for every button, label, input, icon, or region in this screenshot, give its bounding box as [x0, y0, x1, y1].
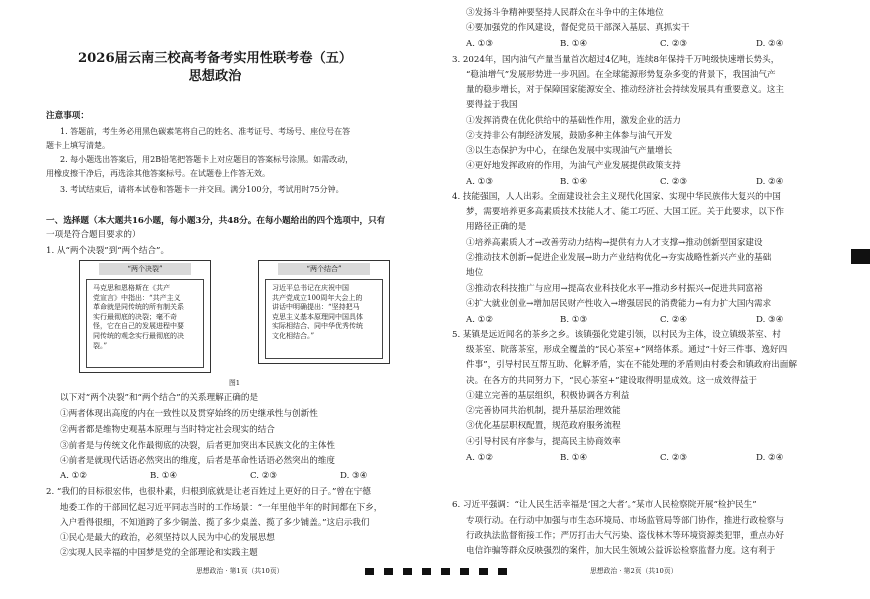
q5-line: 级茶室、院落茶室，形成全覆盖的“民心茶室+”网络体系。通过“十好三件事、逸好四 — [466, 345, 788, 355]
q3-line: “稳油增气”发展形势进一步巩固。在全球能源形势复杂多变的背景下，我国油气产 — [466, 70, 776, 80]
footer-page-1: 思想政治 · 第1页（共10页） — [196, 567, 284, 575]
q1-option: ③前者是与传统文化作最彻底的决裂，后者更加突出本民族文化的主体性 — [60, 441, 336, 451]
card-text-line: 马克思和恩格斯在《共产 — [93, 284, 170, 292]
notice-line: 题卡上填写清楚。 — [46, 141, 110, 150]
q3-answer-c: C. ②③ — [660, 177, 688, 187]
q4-answer-d: D. ③④ — [756, 315, 784, 325]
q2-option: ②实现人民幸福的中国梦是党的全部理论和实践主题 — [60, 548, 258, 558]
q2-answer-c: C. ②③ — [660, 39, 688, 49]
q5-option: ①建立完善的基层组织，积极协调各方利益 — [466, 391, 630, 401]
notice-line: 2. 每小题选出答案后，用2B铅笔把答题卡上对应题目的答案标号涂黑。如需改动， — [60, 155, 354, 164]
card-text-line: 实行最彻底的决裂；毫不奇 — [93, 312, 177, 321]
q1-answer-d: D. ③④ — [340, 471, 368, 481]
card-text-line: 怪，它在自己的发展进程中要 — [93, 322, 184, 331]
left-page — [0, 0, 430, 599]
card-text-line: 克思主义基本原理同中国具体 — [272, 312, 363, 321]
print-marker — [384, 568, 393, 575]
print-marker — [422, 568, 431, 575]
q5-option: ④引导村民有序参与，提高民主协商效率 — [466, 437, 621, 447]
q3-answer-a: A. ①③ — [466, 177, 494, 187]
q2-line: 入户看得很细，不知道跨了多少铜盖、揽了多少桌盖、揽了多少铺盖。”这启示我们 — [60, 518, 370, 528]
card-text-line: 革命就是同传统的所有制关系 — [93, 303, 184, 312]
q1-question: 以下对“两个决裂”和“两个结合”的关系理解正确的是 — [60, 393, 259, 403]
q4-line: 用路径正确的是 — [466, 222, 527, 232]
q3-option: ①发挥消费在优化供给中的基础性作用，激发企业的活力 — [466, 116, 681, 126]
notice-heading: 注意事项： — [46, 111, 89, 121]
card-text-line: 讲话中明确提出：“坚持把马 — [272, 303, 360, 312]
q3-option: ②支持非公有制经济发展，鼓励多种主体参与油气开发 — [466, 131, 673, 141]
right-page — [440, 0, 858, 599]
q6-line: 行政执法监督衔接工作；严厉打击大气污染、盗伐林木等环境资源类犯罪，重点办好 — [466, 531, 784, 541]
q1-answer-a: A. ①② — [60, 471, 88, 481]
q4-answer-c: C. ②④ — [660, 315, 688, 325]
q1-option: ①两者体现出高度的内在一致性以及贯穿始终的历史继承性与创新性 — [60, 409, 318, 419]
q2-answer-b: B. ①④ — [560, 39, 588, 49]
q6-line: 专项行动。在行动中加强与市生态环境局、市场监管局等部门协作，推进行政检察与 — [466, 516, 784, 526]
q5-answer-a: A. ①② — [466, 453, 494, 463]
q3-option: ④更好地发挥政府的作用，为油气产业发展提供政策支持 — [466, 161, 681, 171]
q3-line: 量的稳步增长，对于保障国家能源安全、推动经济社会持续发展具有重要意义。这主 — [466, 85, 784, 95]
q3-line: 3. 2024年，国内油气产量当量首次超过4亿吨，连续8年保持千万吨级快速增长势头， — [452, 55, 780, 65]
card-body — [265, 279, 383, 359]
notice-line: 1. 答题前，考生务必用黑色碳素笔将自己的姓名、准考证号、考场号、座位号在答 — [60, 127, 351, 136]
q1-answer-c: C. ②③ — [250, 471, 278, 481]
q5-answer-d: D. ②④ — [756, 453, 784, 463]
figure-label: 图1 — [229, 379, 241, 387]
q4-line: 4. 技能强国，人人出彩。全面建设社会主义现代化国家、实现中华民族伟大复兴的中国 — [452, 192, 781, 202]
q5-answer-c: C. ②③ — [660, 453, 688, 463]
q2-line: 地委工作的干部回忆起习近平同志当时的工作场景：“一年里他半年的时间都在下乡， — [60, 503, 383, 513]
q6-line: 电信诈骗等群众反映强烈的案件，加大民生领域公益诉讼检察监督力度。这有利于 — [466, 546, 776, 556]
q1-option: ④前者是就现代话语必然突出的维度，后者是革命性话语必然突出的维度 — [60, 456, 336, 466]
q5-line: 决。在各方的共同努力下，“民心茶室+”建设取得明显成效。这一成效得益于 — [466, 376, 757, 386]
exam-subject: 思想政治 — [188, 69, 242, 84]
card-text-line: 实际相结合、同中华优秀传统 — [272, 322, 363, 331]
q5-option: ②完善协同共治机制，提升基层治理效能 — [466, 406, 621, 416]
card-text-line: 党宣言》中指出：“共产主义 — [93, 293, 181, 302]
q2-option: ①民心是最大的政治，必须坚持以人民为中心的发展思想 — [60, 533, 275, 543]
q1-answer-b: B. ①④ — [150, 471, 178, 481]
q4-answer-a: A. ①② — [466, 315, 494, 325]
q2-answer-d: D. ②④ — [756, 39, 784, 49]
quote-card-two-ruptures — [79, 260, 211, 373]
q3-line: 要得益于我国 — [466, 100, 518, 110]
q4-option-cont: 地位 — [466, 268, 484, 278]
section-heading-cont: 一项是符合题目要求的） — [46, 230, 141, 240]
print-marker — [403, 568, 412, 575]
q2-answer-a: A. ①③ — [466, 39, 494, 49]
quote-card-two-integrations — [258, 260, 390, 364]
q2-line: 2. “我们的目标很宏伟，也很朴素，归根到底就是让老百姓过上更好的日子。”曾在宁德 — [46, 487, 371, 497]
q6-line: 6. 习近平强调：“让人民生活幸福是‘国之大者’。”某市人民检察院开展“检护民生” — [452, 500, 757, 510]
q4-line: 梦，需要培养更多高素质技术技能人才、能工巧匠、大国工匠。关于此要求，以下作 — [466, 207, 784, 217]
card-text-line: 裂。” — [93, 341, 108, 350]
q2-option: ④要加强党的作风建设，督促党员干部深入基层、真抓实干 — [466, 23, 690, 33]
q4-option: ②推动技术创新→促进企业发展→助力产业结构优化→夯实战略性新兴产业的基础 — [466, 253, 772, 263]
q2-option: ③发扬斗争精神要坚持人民群众在斗争中的主体地位 — [466, 8, 664, 18]
q4-answer-b: B. ①③ — [560, 315, 588, 325]
q1-stem: 1. 从“两个决裂”到“两个结合”。 — [46, 246, 170, 256]
card-heading: “两个结合” — [278, 263, 370, 275]
q5-line: 5. 某镇是远近闻名的茶乡之乡。该镇强化党建引领，以村民为主体，设立镇级茶室、村 — [452, 330, 781, 340]
q5-option: ③优化基层职权配置，规范政府服务流程 — [466, 421, 621, 431]
q3-option: ③以生态保护为中心，在绿色发展中实现油气产量增长 — [466, 146, 673, 156]
q3-answer-b: B. ①④ — [560, 177, 588, 187]
q5-line: 件事”，引导村民互帮互助、化解矛盾，实在不能处理的矛盾则由村委会和镇政府出面解 — [466, 360, 797, 370]
card-body — [86, 279, 204, 368]
notice-line: 3. 考试结束后，请将本试卷和答题卡一并交回。满分100分，考试用时75分钟。 — [60, 185, 344, 194]
q1-option: ②两者都是维物史观基本原理与当时特定社会现实的结合 — [60, 425, 275, 435]
q4-option: ④扩大就业创业→增加居民财产性收入→增强居民的消费能力→有力扩大国内需求 — [466, 299, 772, 309]
section-heading: 一、选择题（本大题共16小题，每小题3分，共48分。在每小题给出的四个选项中，只有 — [46, 216, 386, 226]
notice-line: 用橡皮擦干净后，再选涂其他答案标号。在试题卷上作答无效。 — [46, 169, 270, 178]
card-heading: “两个决裂” — [99, 263, 191, 275]
exam-title: 2026届云南三校高考备考实用性联考卷（五） — [77, 51, 353, 66]
card-text-line: 同传统的观念实行最彻底的决 — [93, 331, 184, 340]
card-text-line: 共产党成立100周年大会上的 — [272, 293, 363, 302]
print-marker — [365, 568, 374, 575]
q4-option: ①培养高素质人才→改善劳动力结构→提供有力人才支撑→推动创新型国家建设 — [466, 238, 763, 248]
q3-answer-d: D. ②④ — [756, 177, 784, 187]
q5-answer-b: B. ①④ — [560, 453, 588, 463]
footer-page-2: 思想政治 · 第2页（共10页） — [590, 567, 678, 575]
card-text-line: 文化相结合。” — [272, 331, 315, 340]
card-text-line: 习近平总书记在庆祝中国 — [272, 284, 349, 292]
q4-option: ③推动农科技推广与应用→提高农业科技化水平→推动乡村振兴→促进共同富裕 — [466, 284, 763, 294]
